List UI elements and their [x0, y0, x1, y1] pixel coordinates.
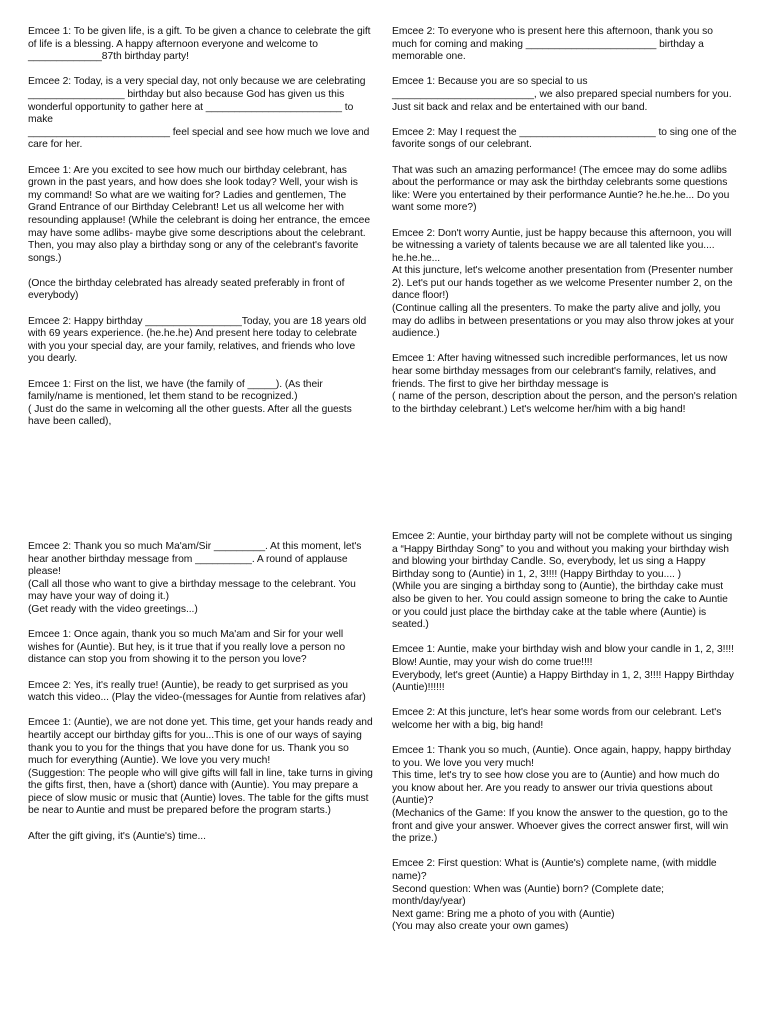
paragraph: That was such an amazing performance! (The emcee may do some adlibs about the performance or may ask the birthday celebrants some questions like: Were you entertained by their performance Auntie? he.he.he... Do you want some more?) — [392, 164, 730, 214]
paragraph: (Once the birthday celebrated has already seated preferably in front of everybody) — [28, 277, 345, 302]
paragraph: Emcee 1: Once again, thank you so much Ma'am and Sir for your well wishes for (Auntie). But hey, is it true that if you really love a person no distance can stop you from showing it to the person you love? — [28, 629, 346, 666]
paragraph: Emcee 2: To everyone who is present here this afternoon, thank you so much for coming and making _______________________ birthday a memorable one. — [392, 26, 713, 63]
paragraph: Emcee 2: Today, is a very special day, not only because we are celebrating _________________ birthday but also because God has given us this wonderful opportunity to gather here at ________________________ to make _________________________ feel special and see how much we love and care for her. — [28, 76, 370, 151]
paragraph: Emcee 2: Yes, it's really true! (Auntie), be ready to get surprised as you watch this video... (Play the video-(messages for Auntie from relatives afar) — [28, 679, 366, 704]
page-top-left — [28, 26, 374, 442]
paragraph: Emcee 1: (Auntie), we are not done yet. This time, get your hands ready and heartily accept our birthday gifts for you...This is one of our ways of saying thank you to you for the things that you have done for us. Thank you so much for everything (Auntie). We love you very much! (Suggestion: The people who will give gifts will fall in line, take turns in giving the gifts first, then, have a (short) dance with (Auntie). You may prepare a piece of slow music or music that (Auntie) loves. The table for the gifts must be near to Auntie and must be prepared before the program starts.) — [28, 717, 373, 817]
paragraph: Emcee 2: Auntie, your birthday party will not be complete without us singing a “Happy Birthday Song” to you and without you making your birthday wish and blowing your birthday Candle. So, everybody, let us sing a Happy Birthday song to (Auntie) in 1, 2, 3!!!! (Happy Birthday to you.... ) (While you are singing a birthday song to (Auntie), the birthday cake must also be given to her. You could assign someone to bring the cake to Auntie or you could just place the birthday cake at the table where (Auntie) is seated.) — [392, 531, 733, 631]
paragraph: Emcee 1: Are you excited to see how much our birthday celebrant, has grown in the past years, and how does she look today? Well, your wish is my command! So what are we waiting for? Ladies and gentlemen, The Grand Entrance of our Birthday Celebrant! Let us all welcome her with resounding applause! (While the celebrant is doing her entrance, the emcee may have some adlibs- maybe give some descriptions about the celebrant. Then, you may also play a birthday song or any of the celebrant's favorite songs.) — [28, 164, 371, 264]
paragraph: Emcee 1: Because you are so special to us _________________________, we also prepared special numbers for you. Just sit back and relax and be entertained with our band. — [392, 76, 732, 113]
paragraph: Emcee 2: Thank you so much Ma'am/Sir _________. At this moment, let's hear another birthday message from __________. A round of applause please! (Call all those who want to give a birthday message to the celebrant. You may have your way of doing it.) (Get ready with the video greetings...) — [28, 541, 362, 615]
paragraph: Emcee 1: To be given life, is a gift. To be given a chance to celebrate the gift of life is a blessing. A happy afternoon everyone and welcome to _____________87th birthday party! — [28, 26, 371, 63]
paragraph: Emcee 1: After having witnessed such incredible performances, let us now hear some birthday messages from our celebrant's family, relatives, and friends. The first to give her birthday message is ( name of the person, description about the person, and the person's relation to the birthday celebrant.) Let's welcome her/him with a big hand! — [392, 353, 737, 415]
paragraph: Emcee 1: Thank you so much, (Auntie). Once again, happy, happy birthday to you. We love you very much! This time, let's try to see how close you are to (Auntie) and how much do you know about her. Are you ready to answer our trivia questions about (Auntie)? (Mechanics of the Game: If you know the answer to the question, go to the front and give your answer. Whoever gives the correct answer first, will win the prize.) — [392, 745, 731, 845]
paragraph: Emcee 1: First on the list, we have (the family of _____). (As their family/name is mentioned, let them stand to be recognized.) ( Just do the same in welcoming all the other guests. After all the guests have been called), — [28, 378, 352, 428]
page-top-right — [392, 26, 738, 429]
paragraph: Emcee 1: Auntie, make your birthday wish and blow your candle in 1, 2, 3!!!! Blow! Auntie, may your wish do come true!!!! Everybody, let's greet (Auntie) a Happy Birthday in 1, 2, 3!!!! Happy Birthday (Auntie)!!!!!! — [392, 644, 734, 694]
paragraph: After the gift giving, it's (Auntie's) time... — [28, 830, 206, 842]
paragraph: Emcee 2: May I request the ________________________ to sing one of the favorite songs of our celebrant. — [392, 126, 737, 151]
paragraph: Emcee 2: At this juncture, let's hear some words from our celebrant. Let's welcome her with a big, big hand! — [392, 707, 722, 731]
page-bottom-left — [28, 541, 374, 856]
page-bottom-right — [392, 531, 738, 947]
paragraph: Emcee 2: Happy birthday _________________Today, you are 18 years old with 69 years experience. (he.he.he) And present here today to celebrate with you your special day, are your family, relatives, and friends who love you dearly. — [28, 315, 367, 365]
paragraph: Emcee 2: First question: What is (Auntie's) complete name, (with middle name)? Second question: When was (Auntie) born? (Complete date; month/day/year) Next game: Bring me a photo of you with (Auntie) (You may also create your own games) — [392, 858, 717, 933]
paragraph: Emcee 2: Don't worry Auntie, just be happy because this afternoon, you will be witnessing a variety of talents because we are all talented like you.... he.he.he... At this juncture, let's welcome another presentation from (Presenter number 2). Let's put our hands together as we welcome Presenter number 2, on the dance floor!) (Continue calling all the presenters. To make the party alive and jolly, you may do adlibs in between presentations or you may also throw jokes at your audience.) — [392, 227, 735, 340]
